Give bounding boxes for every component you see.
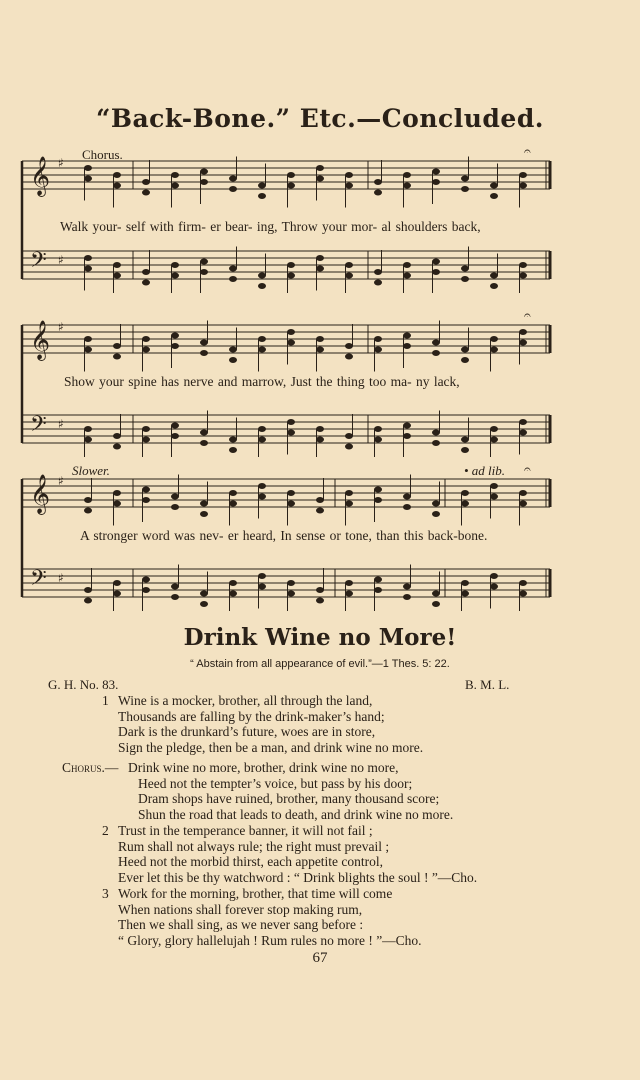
bass-clef-icon: 𝄢 [30, 412, 47, 442]
note-head [200, 601, 208, 607]
note-head [374, 426, 382, 432]
note-head [84, 255, 92, 261]
note-head [287, 490, 295, 496]
note-head [142, 190, 150, 196]
note-head [113, 354, 121, 360]
note-head [171, 262, 179, 268]
note-head [258, 283, 266, 289]
note-head [84, 426, 92, 432]
note-head [287, 262, 295, 268]
treble-clef-icon: 𝄞 [30, 474, 51, 514]
note-head [171, 183, 179, 189]
note-head [84, 165, 92, 171]
sharp-icon: ♯ [58, 156, 64, 170]
note-head [345, 490, 353, 496]
fermata-icon: 𝄐 [524, 462, 531, 476]
note-head [229, 266, 237, 272]
note-head [258, 437, 266, 443]
music-staves [0, 143, 640, 293]
note-head [200, 179, 208, 185]
note-head [519, 273, 527, 279]
note-head [519, 501, 527, 507]
note-head [142, 179, 150, 185]
note-head [316, 426, 324, 432]
note-head [287, 580, 295, 586]
note-head [490, 573, 498, 579]
note-head [519, 430, 527, 436]
note-head [403, 584, 411, 590]
verse-number: 1 [102, 693, 109, 708]
sharp-icon: ♯ [58, 417, 64, 431]
note-head [287, 340, 295, 346]
verse-line: Then we shall sing, as we never sang before : [118, 917, 364, 932]
verse-line: Trust in the temperance banner, it will not fail ; [118, 823, 373, 838]
note-head [519, 580, 527, 586]
note-head [142, 497, 150, 503]
scripture-reference: “ Abstain from all appearance of evil.”—1 Thes. 5: 22. [190, 658, 450, 670]
note-head [519, 172, 527, 178]
note-head [374, 347, 382, 353]
sharp-icon: ♯ [58, 320, 64, 334]
note-head [345, 591, 353, 597]
music-title: “Back-Bone.” Etc.—Concluded. [95, 104, 545, 133]
note-head [490, 584, 498, 590]
note-head [142, 487, 150, 493]
verse-line: Ever let this be thy watchword : “ Drink blights the soul ! ”—Cho. [118, 869, 478, 885]
note-head [287, 501, 295, 507]
note-head [316, 336, 324, 342]
note-head [316, 255, 324, 261]
note-head [490, 494, 498, 500]
note-head [316, 508, 324, 514]
note-head [229, 591, 237, 597]
note-head [229, 276, 237, 282]
note-head [113, 444, 121, 450]
note-head [490, 483, 498, 489]
chorus-line: Drink wine no more, brother, drink wine no more, [128, 760, 399, 775]
note-head [258, 347, 266, 353]
note-head [142, 269, 150, 275]
note-head [316, 437, 324, 443]
note-head [345, 580, 353, 586]
note-head [403, 333, 411, 339]
note-head [200, 340, 208, 346]
note-head [200, 501, 208, 507]
note-head [316, 598, 324, 604]
note-head [113, 501, 121, 507]
note-head [113, 172, 121, 178]
note-head [171, 433, 179, 439]
note-head [374, 179, 382, 185]
note-head [432, 511, 440, 517]
note-head [200, 591, 208, 597]
note-head [316, 266, 324, 272]
note-head [316, 587, 324, 593]
note-head [287, 329, 295, 335]
chorus-line: Dram shops have ruined, brother, many thousand score; [138, 791, 440, 806]
note-head [258, 573, 266, 579]
note-head [461, 501, 469, 507]
verse-line: Work for the morning, brother, that time will come [118, 886, 393, 901]
verse-line: Heed not the morbid thirst, each appetite control, [118, 854, 384, 869]
note-head [258, 483, 266, 489]
note-head [229, 176, 237, 182]
note-head [519, 340, 527, 346]
fermata-icon: 𝄐 [524, 308, 531, 322]
music-system-1 [0, 143, 640, 293]
tempo-label: Slower. [72, 463, 110, 478]
verse-line: Wine is a mocker, brother, all through the land, [118, 693, 373, 708]
note-head [403, 433, 411, 439]
note-head [258, 426, 266, 432]
note-head [432, 169, 440, 175]
bass-clef-icon: 𝄢 [30, 566, 47, 596]
note-head [113, 343, 121, 349]
note-head [287, 591, 295, 597]
note-head [287, 183, 295, 189]
note-head [345, 433, 353, 439]
note-head [258, 183, 266, 189]
note-head [490, 437, 498, 443]
note-head [403, 273, 411, 279]
note-head [461, 176, 469, 182]
note-head [432, 501, 440, 507]
note-head [287, 273, 295, 279]
note-head [200, 259, 208, 265]
note-head [229, 357, 237, 363]
note-head [142, 336, 150, 342]
note-head [84, 497, 92, 503]
note-head [374, 577, 382, 583]
chorus-label: Chorus.— [62, 760, 119, 775]
verse-line: “ Glory, glory hallelujah ! Rum rules no more ! ”—Cho. [118, 932, 422, 948]
note-head [345, 343, 353, 349]
note-head [171, 172, 179, 178]
note-head [432, 350, 440, 356]
note-head [461, 447, 469, 453]
note-head [519, 490, 527, 496]
note-head [461, 276, 469, 282]
note-head [461, 437, 469, 443]
treble-clef-icon: 𝄞 [30, 320, 51, 360]
note-head [461, 347, 469, 353]
note-head [345, 273, 353, 279]
note-head [84, 266, 92, 272]
note-head [374, 190, 382, 196]
hymn-source: G. H. No. 83. [48, 677, 119, 692]
note-head [432, 430, 440, 436]
note-head [345, 354, 353, 360]
note-head [258, 584, 266, 590]
note-head [113, 591, 121, 597]
note-head [171, 594, 179, 600]
note-head [171, 423, 179, 429]
note-head [461, 266, 469, 272]
note-head [432, 601, 440, 607]
bass-clef-icon: 𝄢 [30, 248, 47, 278]
note-head [432, 259, 440, 265]
note-head [113, 273, 121, 279]
lyric-line-3: A stronger word was nev- er heard, In sense or tone, than this back-bone. [80, 528, 488, 543]
note-head [113, 183, 121, 189]
note-head [374, 437, 382, 443]
note-head [142, 437, 150, 443]
sharp-icon: ♯ [58, 571, 64, 585]
note-head [171, 333, 179, 339]
note-head [287, 172, 295, 178]
note-head [403, 494, 411, 500]
note-head [374, 497, 382, 503]
note-head [142, 280, 150, 286]
note-head [490, 426, 498, 432]
sharp-icon: ♯ [58, 474, 64, 488]
note-head [519, 591, 527, 597]
note-head [113, 580, 121, 586]
note-head [142, 426, 150, 432]
note-head [316, 176, 324, 182]
note-head [142, 577, 150, 583]
verse-number: 2 [102, 823, 109, 838]
verse-line: When nations shall forever stop making rum, [118, 901, 363, 917]
note-head [84, 587, 92, 593]
note-head [229, 501, 237, 507]
note-head [258, 273, 266, 279]
sharp-icon: ♯ [58, 253, 64, 267]
note-head [200, 350, 208, 356]
note-head [84, 437, 92, 443]
verse-number: 3 [102, 886, 109, 901]
note-head [258, 494, 266, 500]
note-head [113, 433, 121, 439]
note-head [432, 179, 440, 185]
note-head [432, 269, 440, 275]
hymn-author: B. M. L. [465, 677, 510, 692]
note-head [345, 262, 353, 268]
note-head [345, 501, 353, 507]
verse-2 [102, 823, 478, 885]
lyric-line-1: Walk your- self with firm- er bear- ing, Throw your mor- al shoulders back, [60, 219, 481, 234]
note-head [84, 598, 92, 604]
note-head [519, 262, 527, 268]
chorus-line: Shun the road that leads to death, and drink wine no more. [138, 806, 454, 822]
note-head [345, 172, 353, 178]
note-head [461, 357, 469, 363]
verse-line: Rum shall not always rule; the right must prevail ; [118, 838, 390, 854]
note-head [142, 587, 150, 593]
note-head [374, 269, 382, 275]
note-head [171, 504, 179, 510]
note-head [258, 193, 266, 199]
note-head [403, 504, 411, 510]
note-head [200, 169, 208, 175]
note-head [171, 273, 179, 279]
system-label: Chorus. [82, 147, 123, 162]
fermata-icon: 𝄐 [524, 144, 531, 158]
tempo-label-right: • ad lib. [464, 463, 506, 478]
verse-line: Thousands are falling by the drink-maker’s hand; [118, 708, 385, 724]
note-head [287, 430, 295, 436]
note-head [316, 497, 324, 503]
note-head [403, 172, 411, 178]
note-head [461, 580, 469, 586]
note-head [490, 336, 498, 342]
note-head [113, 262, 121, 268]
hymn-title: Drink Wine no More! [183, 624, 457, 651]
note-head [461, 186, 469, 192]
note-head [403, 343, 411, 349]
note-head [432, 591, 440, 597]
note-head [229, 437, 237, 443]
note-head [519, 183, 527, 189]
note-head [258, 336, 266, 342]
note-head [229, 186, 237, 192]
treble-clef-icon: 𝄞 [30, 156, 51, 196]
note-head [374, 487, 382, 493]
note-head [200, 440, 208, 446]
note-head [403, 594, 411, 600]
note-head [403, 423, 411, 429]
note-head [229, 447, 237, 453]
note-head [84, 336, 92, 342]
note-head [490, 193, 498, 199]
note-head [461, 591, 469, 597]
note-head [432, 340, 440, 346]
verse-1 [102, 693, 424, 755]
note-head [461, 490, 469, 496]
note-head [490, 283, 498, 289]
note-head [229, 580, 237, 586]
verse-line: Dark is the drunkard’s future, woes are in store, [118, 724, 376, 739]
note-head [490, 273, 498, 279]
note-head [345, 444, 353, 450]
page-number: 67 [312, 950, 328, 966]
note-head [229, 490, 237, 496]
note-head [142, 347, 150, 353]
note-head [316, 165, 324, 171]
note-head [84, 347, 92, 353]
verse-3 [102, 886, 422, 948]
verse-line: Sign the pledge, then be a man, and drink wine no more. [118, 739, 424, 755]
lyric-line-2: Show your spine has nerve and marrow, Just the thing too ma- ny lack, [64, 374, 460, 389]
note-head [113, 490, 121, 496]
note-head [519, 419, 527, 425]
chorus-text [62, 760, 454, 822]
note-head [403, 262, 411, 268]
note-head [229, 347, 237, 353]
note-head [84, 508, 92, 514]
note-head [287, 419, 295, 425]
note-head [200, 269, 208, 275]
note-head [84, 176, 92, 182]
note-head [171, 494, 179, 500]
note-head [200, 511, 208, 517]
note-head [316, 347, 324, 353]
note-head [490, 183, 498, 189]
note-head [345, 183, 353, 189]
note-head [374, 587, 382, 593]
note-head [432, 440, 440, 446]
note-head [490, 347, 498, 353]
note-head [403, 183, 411, 189]
note-head [519, 329, 527, 335]
note-head [374, 336, 382, 342]
note-head [171, 343, 179, 349]
note-head [374, 280, 382, 286]
note-head [200, 430, 208, 436]
chorus-line: Heed not the tempter’s voice, but pass by his door; [138, 775, 413, 791]
note-head [171, 584, 179, 590]
